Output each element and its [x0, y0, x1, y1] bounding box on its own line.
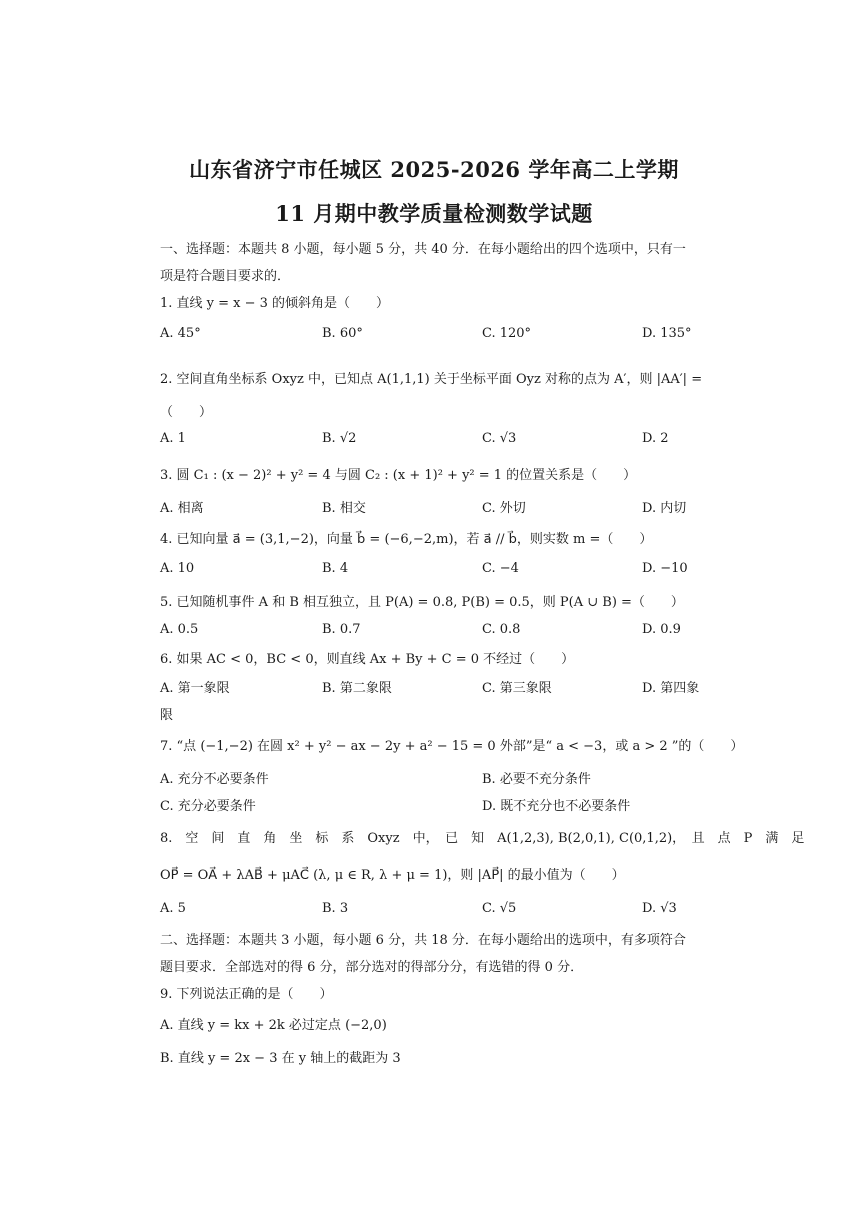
q3-stem: 3. 圆 C₁ : (x − 2)² + y² = 4 与圆 C₂ : (x + 1)² + y² = 1 的位置关系是（ ）	[160, 468, 637, 483]
q7-stem: 7. “点 (−1,−2) 在圆 x² + y² − ax − 2y + a² − 15 = 0 外部”是“ a < −3，或 a > 2 ”的（ ）	[160, 739, 744, 754]
q5-option-a: A. 0.5	[160, 622, 199, 637]
q9-stem: 9. 下列说法正确的是（ ）	[160, 987, 333, 1002]
q7-option-d: D. 既不充分也不必要条件	[482, 799, 631, 814]
q3-option-c: C. 外切	[482, 501, 526, 516]
q8-stem-line2: OP⃗ = OA⃗ + λAB⃗ + μAC⃗ (λ, μ ∈ R, λ + μ = 1)，则 |AP⃗| 的最小值为（ ）	[160, 868, 625, 883]
q8-option-c: C. √5	[482, 901, 517, 916]
q2-stem-line2: （ ）	[160, 405, 213, 420]
q6-option-b: B. 第二象限	[322, 681, 392, 696]
q5-option-b: B. 0.7	[322, 622, 361, 637]
section2-instructions-line2: 题目要求．全部选对的得 6 分，部分选对的得部分分，有选错的得 0 分．	[160, 960, 584, 975]
q4-option-c: C. −4	[482, 561, 519, 576]
exam-title-line1: 山东省济宁市任城区 2025-2026 学年高二上学期	[189, 157, 679, 182]
q4-stem: 4. 已知向量 a⃗ = (3,1,−2)，向量 b⃗ = (−6,−2,m)，若 a⃗ // b⃗，则实数 m =（ ）	[160, 532, 653, 547]
q8-option-a: A. 5	[160, 901, 186, 916]
q6-option-c: C. 第三象限	[482, 681, 552, 696]
q1-option-a: A. 45°	[160, 326, 201, 341]
q6-stem: 6. 如果 AC < 0，BC < 0，则直线 Ax + By + C = 0 不经过（ ）	[160, 652, 575, 667]
q2-option-a: A. 1	[160, 431, 186, 446]
exam-title-line2: 11 月期中教学质量检测数学试题	[275, 201, 593, 226]
q1-stem: 1. 直线 y = x − 3 的倾斜角是（ ）	[160, 296, 390, 311]
section2-instructions-line1: 二、选择题：本题共 3 小题，每小题 6 分，共 18 分．在每小题给出的选项中，有多项符合	[160, 933, 686, 948]
q5-stem: 5. 已知随机事件 A 和 B 相互独立，且 P(A) = 0.8, P(B) = 0.5，则 P(A ∪ B) =（ ）	[160, 595, 684, 610]
q8-option-d: D. √3	[642, 901, 677, 916]
q2-option-d: D. 2	[642, 431, 669, 446]
section1-instructions-line1: 一、选择题：本题共 8 小题，每小题 5 分，共 40 分．在每小题给出的四个选项中，只有一	[160, 242, 686, 257]
q7-option-a: A. 充分不必要条件	[160, 772, 269, 787]
section1-instructions-line2: 项是符合题目要求的．	[160, 269, 291, 284]
q6-option-a: A. 第一象限	[160, 681, 230, 696]
q2-option-c: C. √3	[482, 431, 517, 446]
q6-option-d-wrap: 限	[160, 708, 174, 723]
q4-option-b: B. 4	[322, 561, 349, 576]
q9-option-a: A. 直线 y = kx + 2k 必过定点 (−2,0)	[160, 1018, 387, 1033]
q1-option-d: D. 135°	[642, 326, 692, 341]
q1-option-c: C. 120°	[482, 326, 532, 341]
q3-option-b: B. 相交	[322, 501, 366, 516]
q8-option-b: B. 3	[322, 901, 349, 916]
q2-option-b: B. √2	[322, 431, 357, 446]
q3-option-a: A. 相离	[160, 501, 204, 516]
q9-option-b: B. 直线 y = 2x − 3 在 y 轴上的截距为 3	[160, 1051, 401, 1066]
q5-option-d: D. 0.9	[642, 622, 681, 637]
q4-option-a: A. 10	[160, 561, 195, 576]
q6-option-d: D. 第四象	[642, 681, 700, 696]
q3-option-d: D. 内切	[642, 501, 687, 516]
q2-stem-line1: 2. 空间直角坐标系 Oxyz 中，已知点 A(1,1,1) 关于坐标平面 Oyz 对称的点为 A′，则 |AA′| =	[160, 372, 703, 387]
q7-option-c: C. 充分必要条件	[160, 799, 256, 814]
q4-option-d: D. −10	[642, 561, 688, 576]
q7-option-b: B. 必要不充分条件	[482, 772, 591, 787]
q8-stem-line1: 8. 空 间 直 角 坐 标 系 Oxyz 中， 已 知 A(1,2,3), B(2,0,1), C(0,1,2)， 且 点 P 满 足	[160, 831, 805, 846]
q5-option-c: C. 0.8	[482, 622, 521, 637]
q1-option-b: B. 60°	[322, 326, 363, 341]
